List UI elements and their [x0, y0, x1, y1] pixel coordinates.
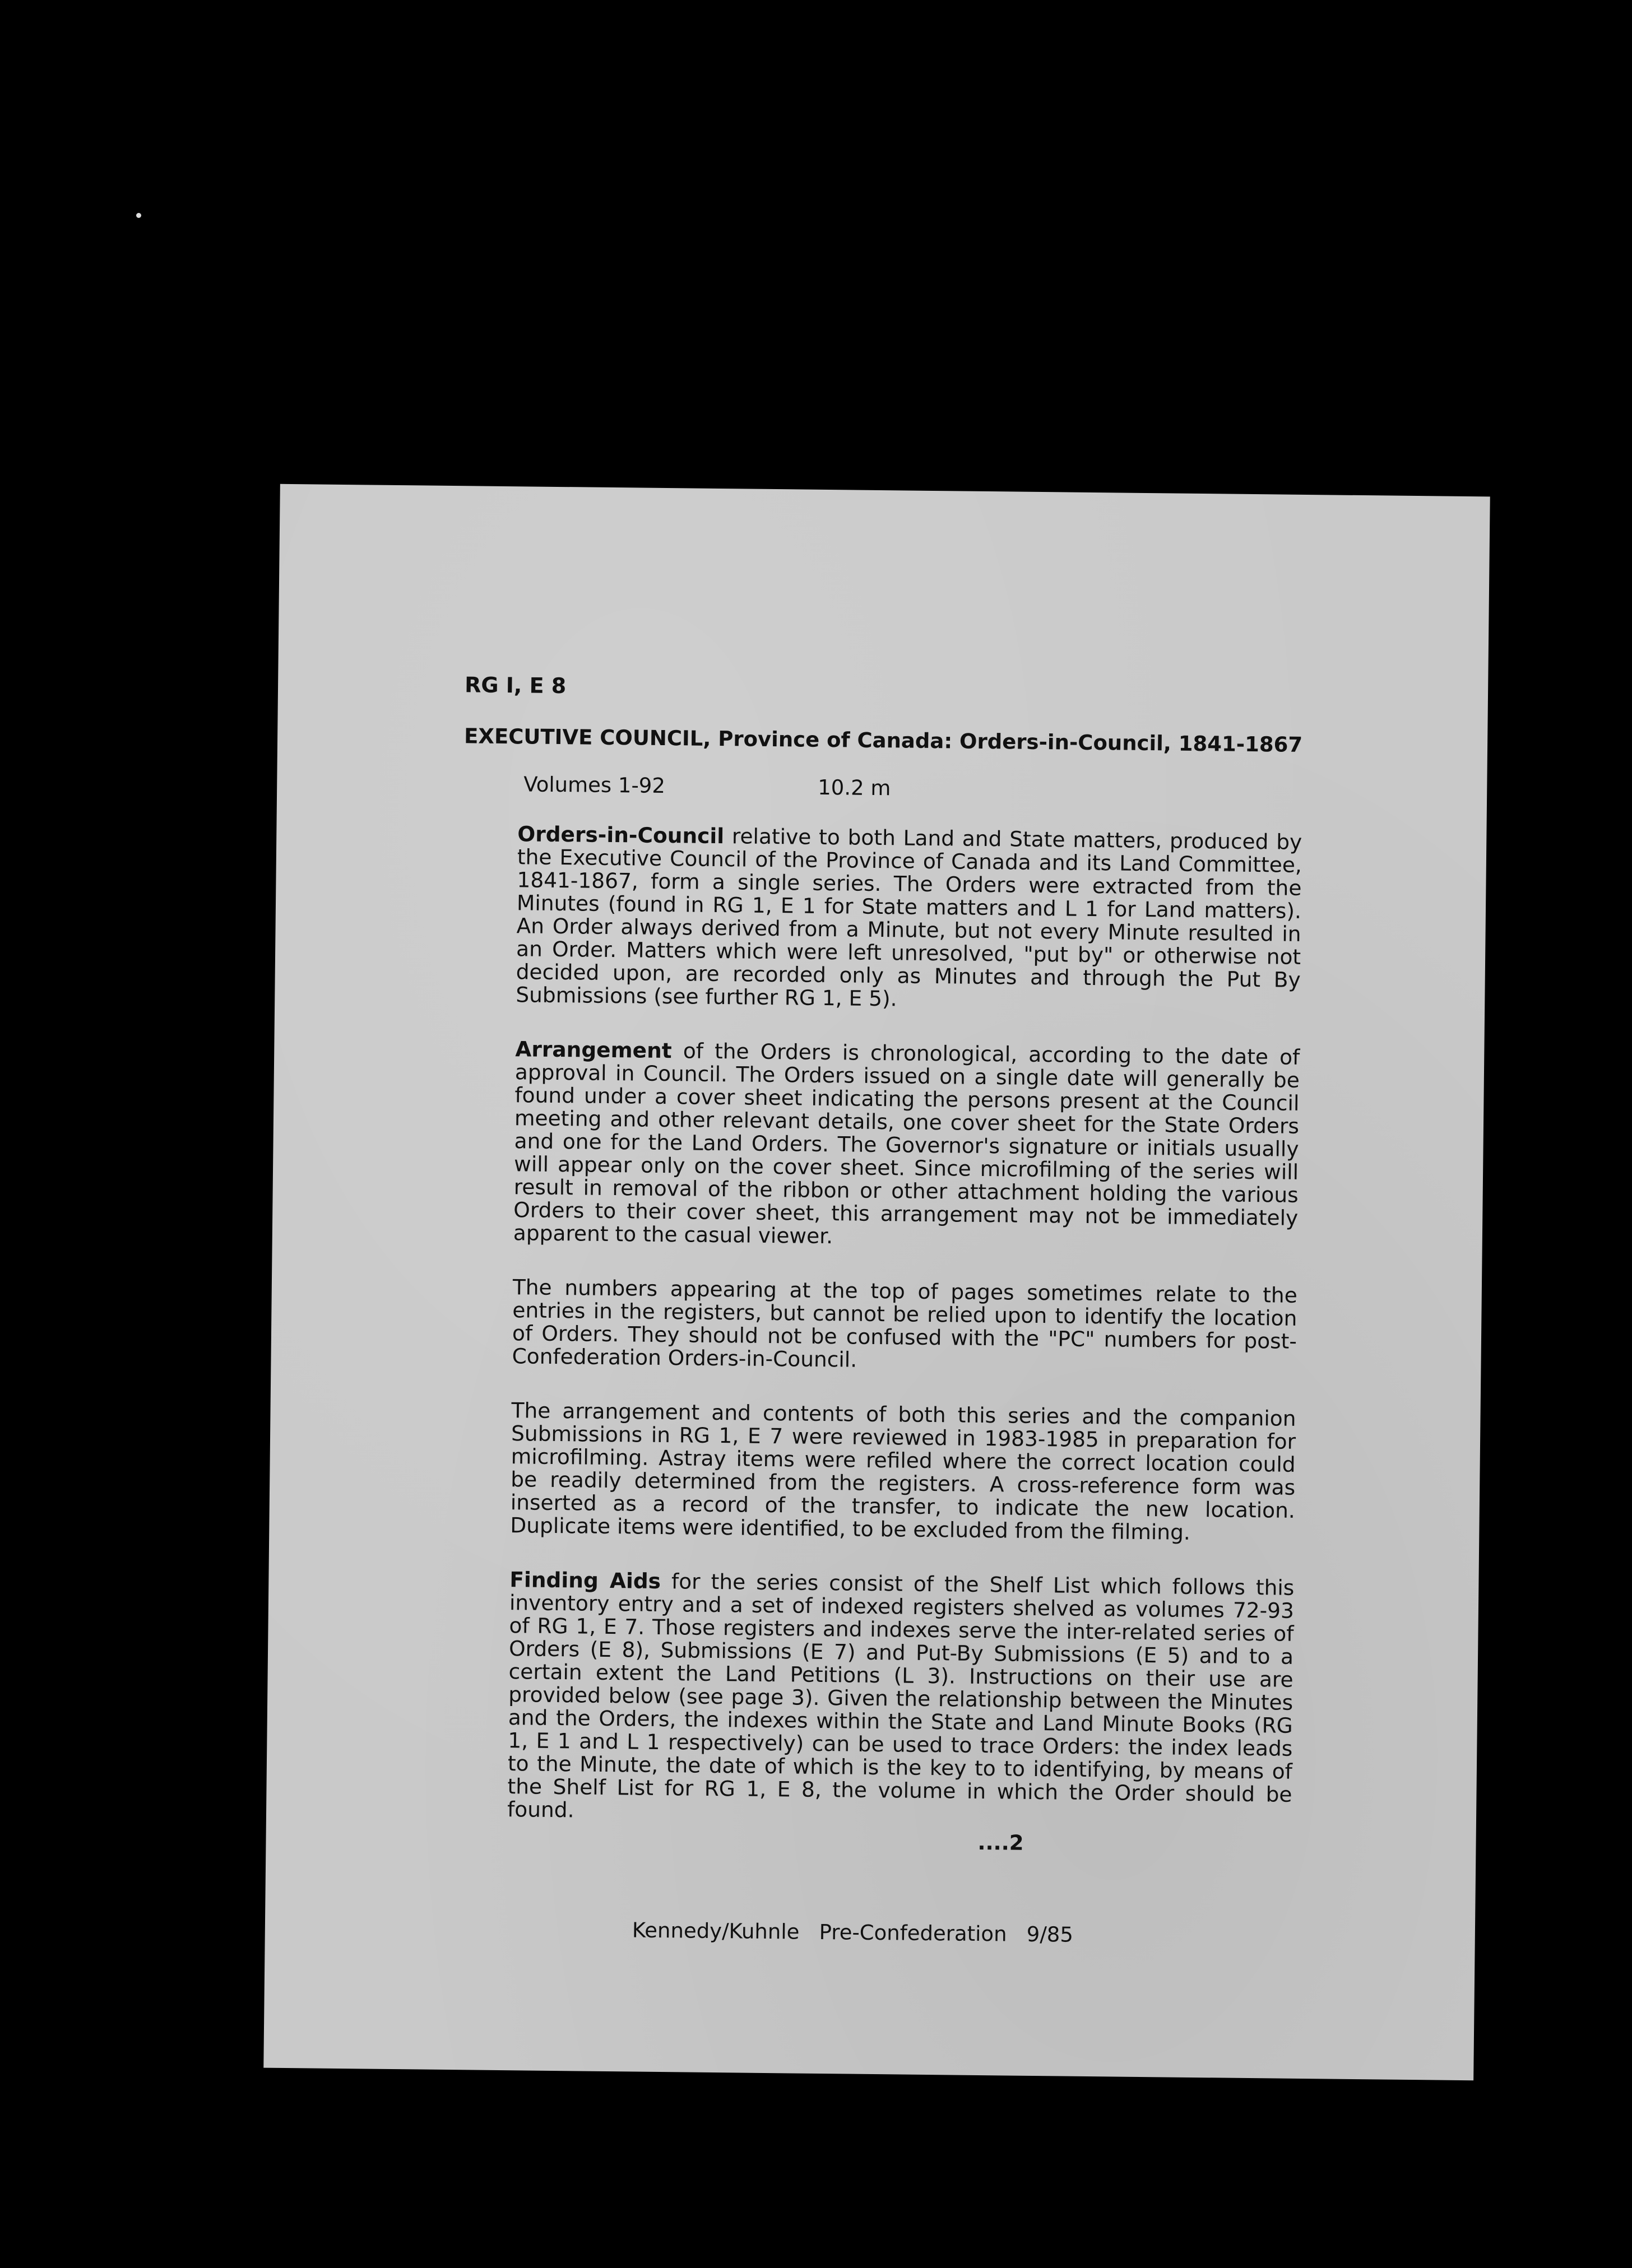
document-page [263, 484, 1490, 2080]
continuation-marker: ....2 [977, 1830, 1024, 1855]
description-body [507, 822, 1302, 1861]
paragraph-finding-aids [507, 1568, 1295, 1829]
page-footer: Kennedy/Kuhnle Pre-Confederation 9/85 [632, 1918, 1074, 1947]
extent-measure: 10.2 m [818, 775, 891, 801]
film-speck [136, 213, 141, 218]
paragraph-lead: Finding Aids [509, 1567, 661, 1593]
paragraph-text: The arrangement and contents of both this series and the companion Submissions in RG 1, E 7 were reviewed in 1983-1985 in preparation for microfilming. Astray items were refiled where the correct location could be readily determined from the registers. A cross-reference form was inserted as a record of the transfer, to indicate the new location. Duplicate items were identified, to be excluded from the filming. [510, 1398, 1296, 1545]
paragraph-page-numbers [512, 1276, 1297, 1376]
paragraph-text: for the series consist of the Shelf List which follows this inventory entry and a set of indexed registers shelved as volumes 72-93 of RG 1, E 7. Those registers and indexes serve the inter-related series of Orders (E 8), Submissions (E 7) and Put-By Submissions (E 5) and to a certain extent the Land Petitions (L 3). Instructions on their use are provided below (see page 3). Given the relationship between the Minutes and the Orders, the indexes within the State and Land Minute Books (RG 1, E 1 and L 1 respectively) can be used to trace Orders: the index leads to the Minute, the date of which is the key to to identifying, by means of the Shelf List for RG 1, E 8, the volume in which the Order should be found. [507, 1568, 1295, 1823]
paragraph-review [510, 1399, 1296, 1545]
paragraph-lead: Orders-in-Council [517, 821, 725, 849]
record-group-reference: RG I, E 8 [464, 672, 567, 699]
series-heading: EXECUTIVE COUNCIL, Province of Canada: Orders-in-Council, 1841-1867 [463, 724, 1303, 757]
paragraph-text: The numbers appearing at the top of pages sometimes relate to the entries in the registers, but cannot be relied upon to identify the location of Orders. They should not be confused with the "PC" numbers for post-Confederation Orders-in-Council. [512, 1275, 1298, 1372]
paragraph-text: of the Orders is chronological, according to the date of approval in Council. The Orders issued on a single date will generally be found under a cover sheet indicating the persons present at the Council meeting and other relevant details, one cover sheet for the State Orders and one for the Land Orders. The Governor's signature or initials usually will appear only on the cover sheet. Since microfilming of the series will result in removal of the ribbon or other attachment holding the various Orders to their cover sheet, this arrangement may not be immediately apparent to the casual viewer. [513, 1038, 1300, 1249]
paragraph-lead: Arrangement [515, 1037, 672, 1063]
paragraph-arrangement [513, 1038, 1300, 1253]
paragraph-text: relative to both Land and State matters, produced by the Executive Council of the Province of Canada and its Land Committee, 1841-1867, form a single series. The Orders were extracted from the Minutes (found in RG 1, E 1 for State matters and L 1 for Land matters). An Order always derived from a Minute, but not every Minute resulted in an Order. Matters which were left unresolved, "put by" or otherwise not decided upon, are recorded only as Minutes and through the Put By Submissions (see further RG 1, E 5). [516, 824, 1302, 1011]
volumes-range: Volumes 1-92 [523, 772, 666, 798]
paragraph-orders-in-council [516, 822, 1302, 1015]
series-extent-line [523, 772, 891, 801]
